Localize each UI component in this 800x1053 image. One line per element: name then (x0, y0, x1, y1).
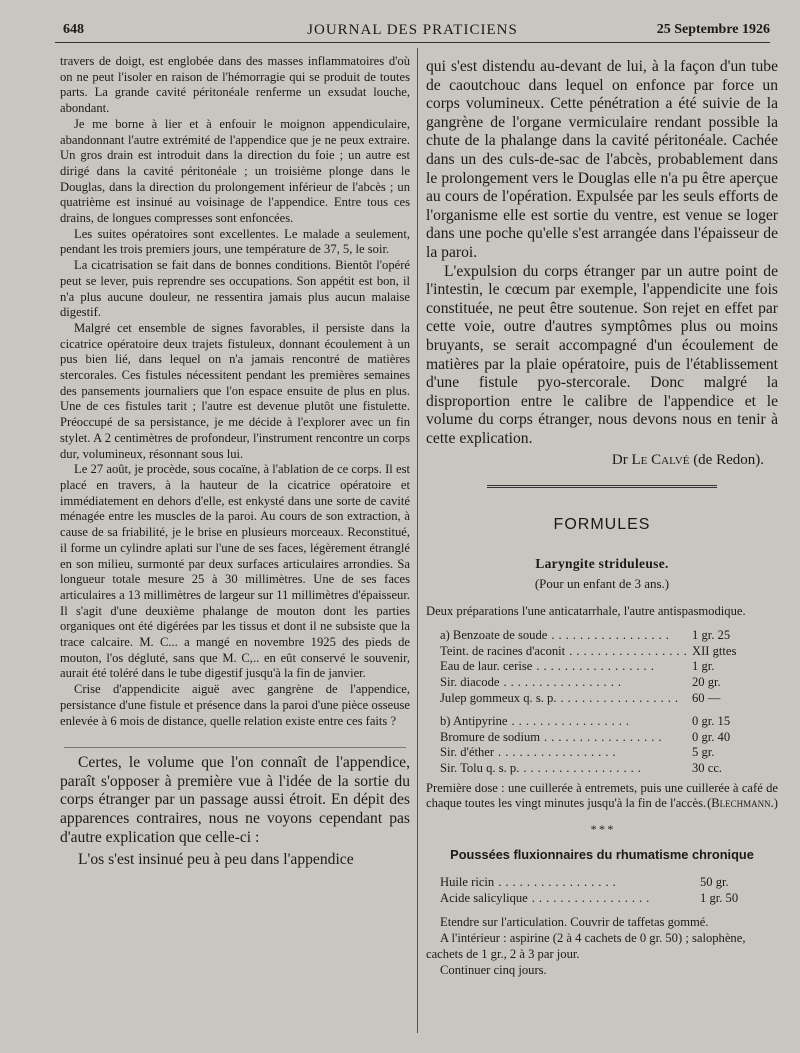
instruction-line: A l'intérieur : aspirine (2 à 4 cachets de 0 gr. 50) ; salophène, cachets de 1 gr., 2 à 3 par jour. (426, 930, 746, 961)
recipe-row: Acide salicylique ................. 1 gr. 50 (440, 890, 739, 905)
paragraph: La cicatrisation se fait dans de bonnes conditions. Bientôt l'opéré peut se lever, puis reprendre ses occupations. Son appétit est bon, il n'a plus aucune douleur, ne ressentira jamais plus aucun malaise digestif. (60, 258, 410, 320)
recipe-list (440, 874, 770, 906)
recipe-subtitle: (Pour un enfant de 3 ans.) (534, 576, 670, 592)
journal-title: JOURNAL DES PRATICIENS (307, 22, 518, 38)
page-number: 648 (63, 22, 84, 37)
paragraph: Certes, le volume que l'on connaît de l'appendice, paraît s'opposer à première vue à l'idée de la sortie du corps étranger par un passage aussi étroit. En dépit des apparences contraires, nous ne voyons cependant pas d'autre explication que celle-ci : (60, 754, 410, 846)
paragraph: qui s'est distendu au-devant de lui, à la façon d'un tube de caoutchouc dans lequel on enfonce par force un corps volumineux. Cette pénétration a été suivie de la gangrène de l'organe vermiculaire rendant possible la chute de la phalange dans la cavité péritonéale. Cachée dans un des culs-de-sac de l'abcès, probablement dans le prolongement vers le Douglas elle n'a pu être aperçue au cours de l'opération. Expulsée par les seuls efforts de l'organisme elle est sortie du ventre, est venue se loger dans une poche qu'elle s'est arrangée dans l'épaisseur de la paroi. (426, 58, 778, 261)
recipe-row: Julep gommeux q. s. p. ................. 60 — (440, 690, 721, 705)
formules-heading: FORMULES (553, 516, 651, 534)
recipe-row: Sir. d'éther ................. 5 gr. (440, 745, 715, 760)
signature-place: (de Redon). (693, 452, 764, 469)
recipe-list-a (440, 628, 770, 776)
paragraph: Le 27 août, je procède, sous cocaïne, à l'ablation de ce corps. Il est placé en travers, à la hauteur de la cicatrice opératoire et immédiatement en dehors d'elle, est enkysté dans une sorte de cavité ménagée entre les muscles de la paroi. Au cours de son extraction, à cause de sa friabilité, je le brise en plusieurs morceaux. Reconstitué, il forme un cylindre aplati sur l'une de ses faces, légèrement étranglé en son milieu, surmonté par deux surfaces articulaires arrondies. Sa longueur totale mesure 25 à 30 millimètres. Une de ses faces articulaires a 13 millimètres de largeur sur 11 millimètres d'épaisseur. Il s'agit d'une deuxième phalange de mouton dont les parties organiques ont été digérées par les tissus et dont il ne subsiste que la trace calcaire. M. C... a mangé en novembre 1925 des pieds de mouton, l'os dégluté, sans que M. C,.. en eût conservé le souvenir, aurait été toléré dans le tube digestif jusqu'à la fin de janvier. (60, 462, 410, 681)
signature-name: Le Calvé (631, 452, 690, 469)
issue-date: 25 Septembre 1926 (656, 22, 770, 37)
recipe-row: Bromure de sodium ................. 0 gr. 40 (440, 729, 731, 744)
paragraph: Crise d'appendicite aiguë avec gangrène de l'appendice, persistance d'une fistule et présence dans la paroi d'une pièce osseuse enlevée à 6 mois de distance, quelle relation existe entre ces faits ? (60, 682, 410, 728)
recipe-row: Huile ricin ................. 50 gr. (440, 874, 729, 889)
right-column (426, 58, 778, 978)
recipe-title: Poussées fluxionnaires du rhumatisme chronique (450, 846, 754, 862)
recipe-row: b) Antipyrine ................. 0 gr. 15 (440, 714, 731, 729)
paragraph: Les suites opératoires sont excellentes. Le malade a seulement, pendant les trois premiers jours, une température de 37, 5, le soir. (60, 226, 410, 257)
author-signature (426, 452, 764, 469)
recipe-title: Laryngite striduleuse. (535, 556, 669, 572)
recipe-row: a) Benzoate de soude ................. 1 gr. 25 (440, 628, 731, 643)
paragraph: travers de doigt, est englobée dans des masses inflammatoires d'où on ne peut l'isoler en raison de l'hémorragie qui se produit de toutes parts. La grande cavité péritonéale renferme un exsudat louche, abondant. (60, 54, 410, 116)
double-rule (487, 485, 717, 488)
paragraph: Malgré cet ensemble de signes favorables, il persiste dans la cicatrice opératoire deux trajets fistuleux, donnant écoulement à un pus bien lié, dans lequel on n'a jamais rencontré de matières stercorales. Ces fistules nécessitent pendant les premières semaines des pansements journaliers que l'on espace ensuite de plus en plus. Une de ces fistules tarit ; l'autre est devenue plutôt une fistulette. Préoccupé de sa persistance, je me décide à l'explorer avec un fin stylet. A 2 centimètres de profondeur, l'instrument rencontre un corps dur, volumineux, résonnant sous lui. (60, 320, 410, 461)
recipe-note: Première dose : une cuillerée à entremets, puis une cuillerée à café de chaque toutes les vingt minutes jusqu'à la fin de l'accès. (Blechmann.) (426, 780, 778, 811)
section-divider (64, 747, 406, 748)
left-column (60, 54, 410, 870)
paragraph: Je me borne à lier et à enfouir le moignon appendiculaire, abandonnant l'autre extrémité de l'appendice que je ne peux extraire. Un gros drain est introduit dans la direction du foie ; un autre est dirigé dans la cavité péritonéale ; un troisième plonge dans le Douglas, dans la direction du prolongement inférieur de l'abcès ; un quatrième est insinué au voisinage de l'appendice. Entre tous ces drains, de longues compresses sont enfoncées. (60, 116, 410, 226)
recipe-row: Sir. Tolu q. s. p. ................. 30 cc. (440, 760, 723, 775)
recipe-row: Eau de laur. cerise ................. 1 gr. (440, 659, 715, 674)
paragraph: L'os s'est insinué peu à peu dans l'appendice (78, 851, 354, 869)
recipe-instructions (426, 914, 778, 978)
asterism: * * * (590, 821, 614, 836)
instruction-line: Etendre sur l'articulation. Couvrir de taffetas gommé. (440, 914, 709, 929)
recipe-author: (Blechmann.) (707, 796, 778, 811)
paragraph: L'expulsion du corps étranger par un autre point de l'intestin, le cœcum par exemple, l'appendicite une fois constituée, ne peut être soutenue. Son rejet en effet par cette voie, outre d'autres symptômes plus ou moins bruyants, se serait accompagné d'un écoulement de matières par la plaie opératoire, puis de l'établissement d'une fistule pyo-stercorale. Donc malgré la disproportion entre le calibre de l'appendice et le volume du corps étranger, nous devons nous en tenir à cette explication. (426, 262, 778, 447)
running-header (55, 20, 770, 43)
column-divider (417, 48, 418, 1033)
signature-prefix: Dr (611, 452, 628, 469)
instruction-line: Continuer cinq jours. (440, 962, 547, 977)
recipe-row: Teint. de racines d'aconit ................. XII gttes (440, 643, 737, 658)
recipe-row: Sir. diacode ................. 20 gr. (440, 674, 721, 689)
recipe-intro: Deux préparations l'une anticatarrhale, l'autre antispasmodique. (426, 604, 746, 619)
